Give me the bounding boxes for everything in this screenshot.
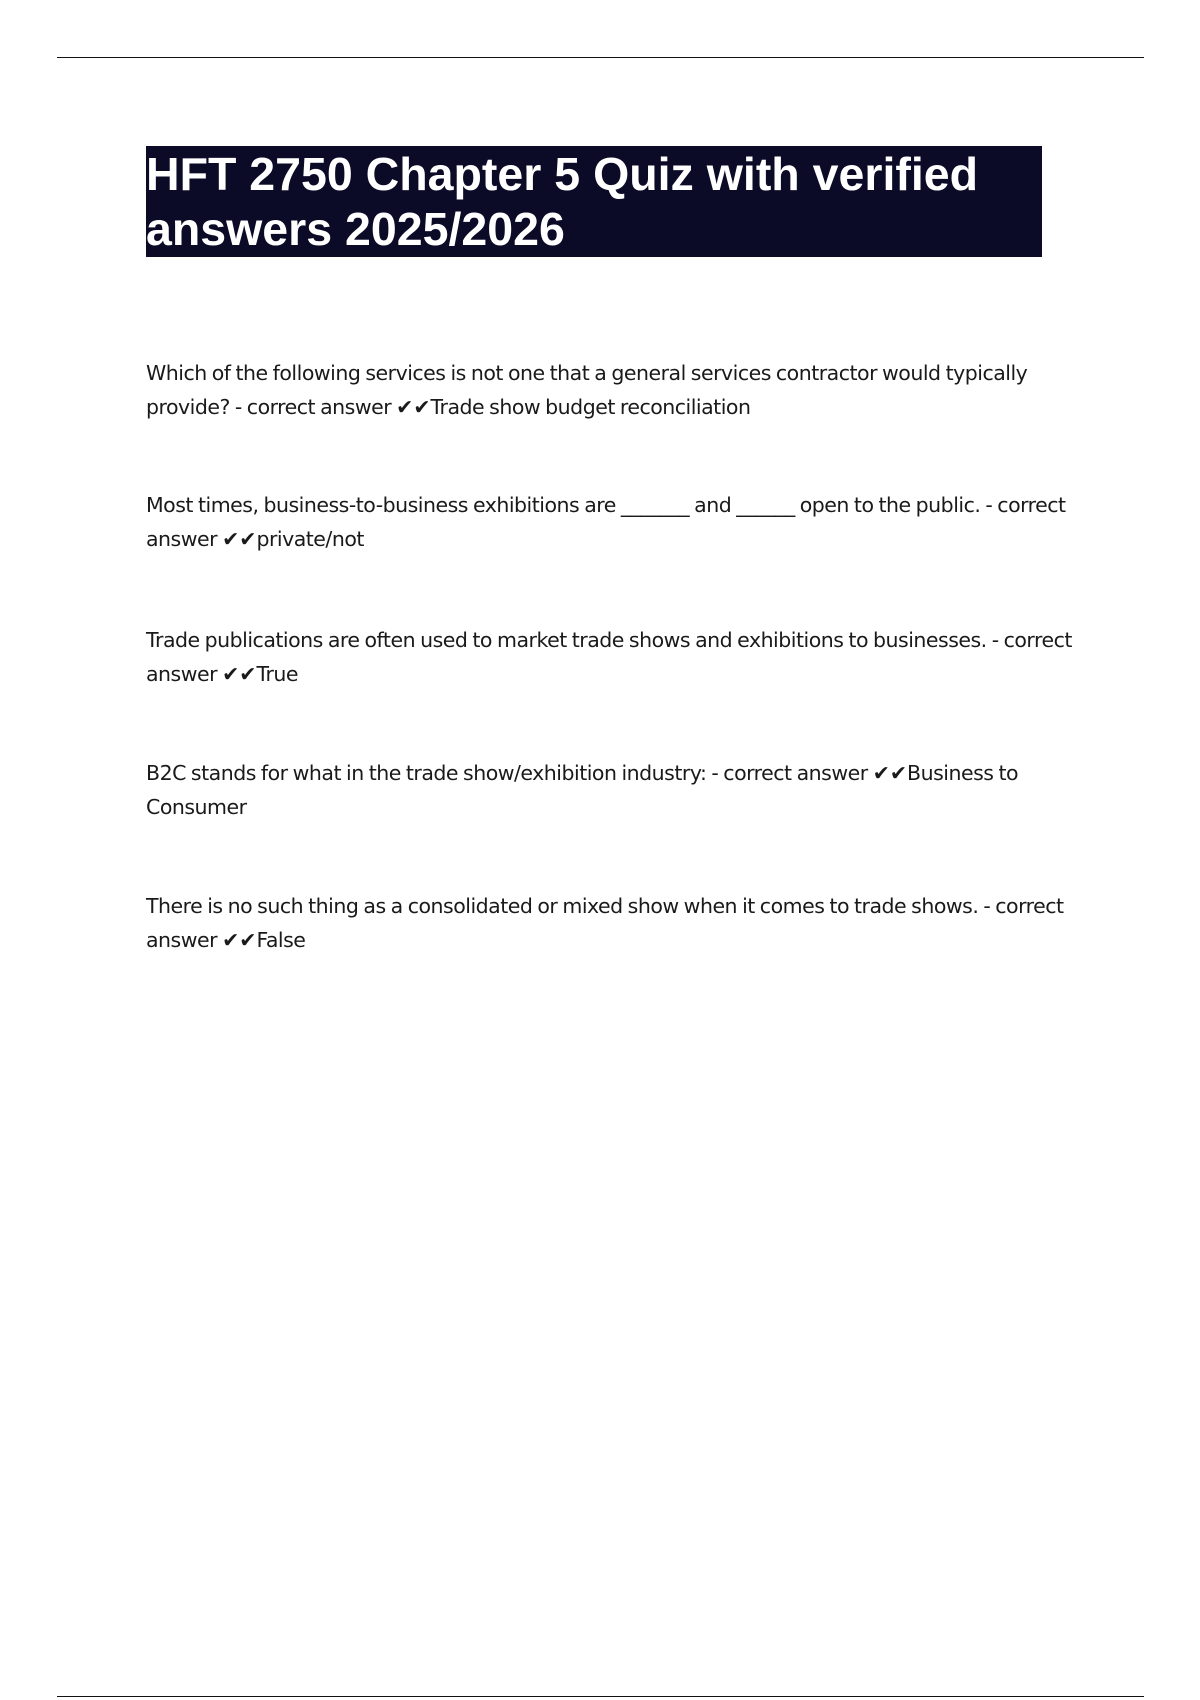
top-rule (57, 57, 1144, 58)
title-banner (146, 146, 1042, 257)
answer-text: private/not (256, 527, 364, 551)
double-check-icon: ✔✔ (222, 662, 257, 686)
double-check-icon: ✔✔ (396, 395, 431, 419)
double-check-icon: ✔✔ (222, 928, 257, 952)
answer-text: Business to Consumer (146, 761, 1019, 819)
qa-item (146, 889, 1106, 957)
answer-text: Trade show budget reconciliation (430, 395, 751, 419)
bottom-rule (57, 1696, 1144, 1697)
qa-item (146, 488, 1106, 556)
double-check-icon: ✔✔ (872, 761, 908, 785)
question-text: Which of the following services is not one that a general services contractor would typically provide? - correct answer (146, 361, 1028, 419)
qa-item (146, 356, 1106, 424)
double-check-icon: ✔✔ (222, 527, 257, 551)
document-title: HFT 2750 Chapter 5 Quiz with verified answers 2025/2026 (146, 148, 979, 255)
question-text: Most times, business-to-business exhibitions are _______ and ______ open to the public. - correct answer (146, 493, 1066, 551)
qa-item (146, 623, 1106, 691)
qa-list (146, 356, 1106, 957)
answer-text: False (256, 928, 306, 952)
answer-text: True (256, 662, 298, 686)
qa-item (146, 756, 1106, 824)
question-text: B2C stands for what in the trade show/exhibition industry: - correct answer (146, 761, 868, 785)
question-text: Trade publications are often used to market trade shows and exhibitions to businesses. - correct answer (146, 628, 1072, 686)
question-text: There is no such thing as a consolidated or mixed show when it comes to trade shows. - correct answer (146, 894, 1064, 952)
